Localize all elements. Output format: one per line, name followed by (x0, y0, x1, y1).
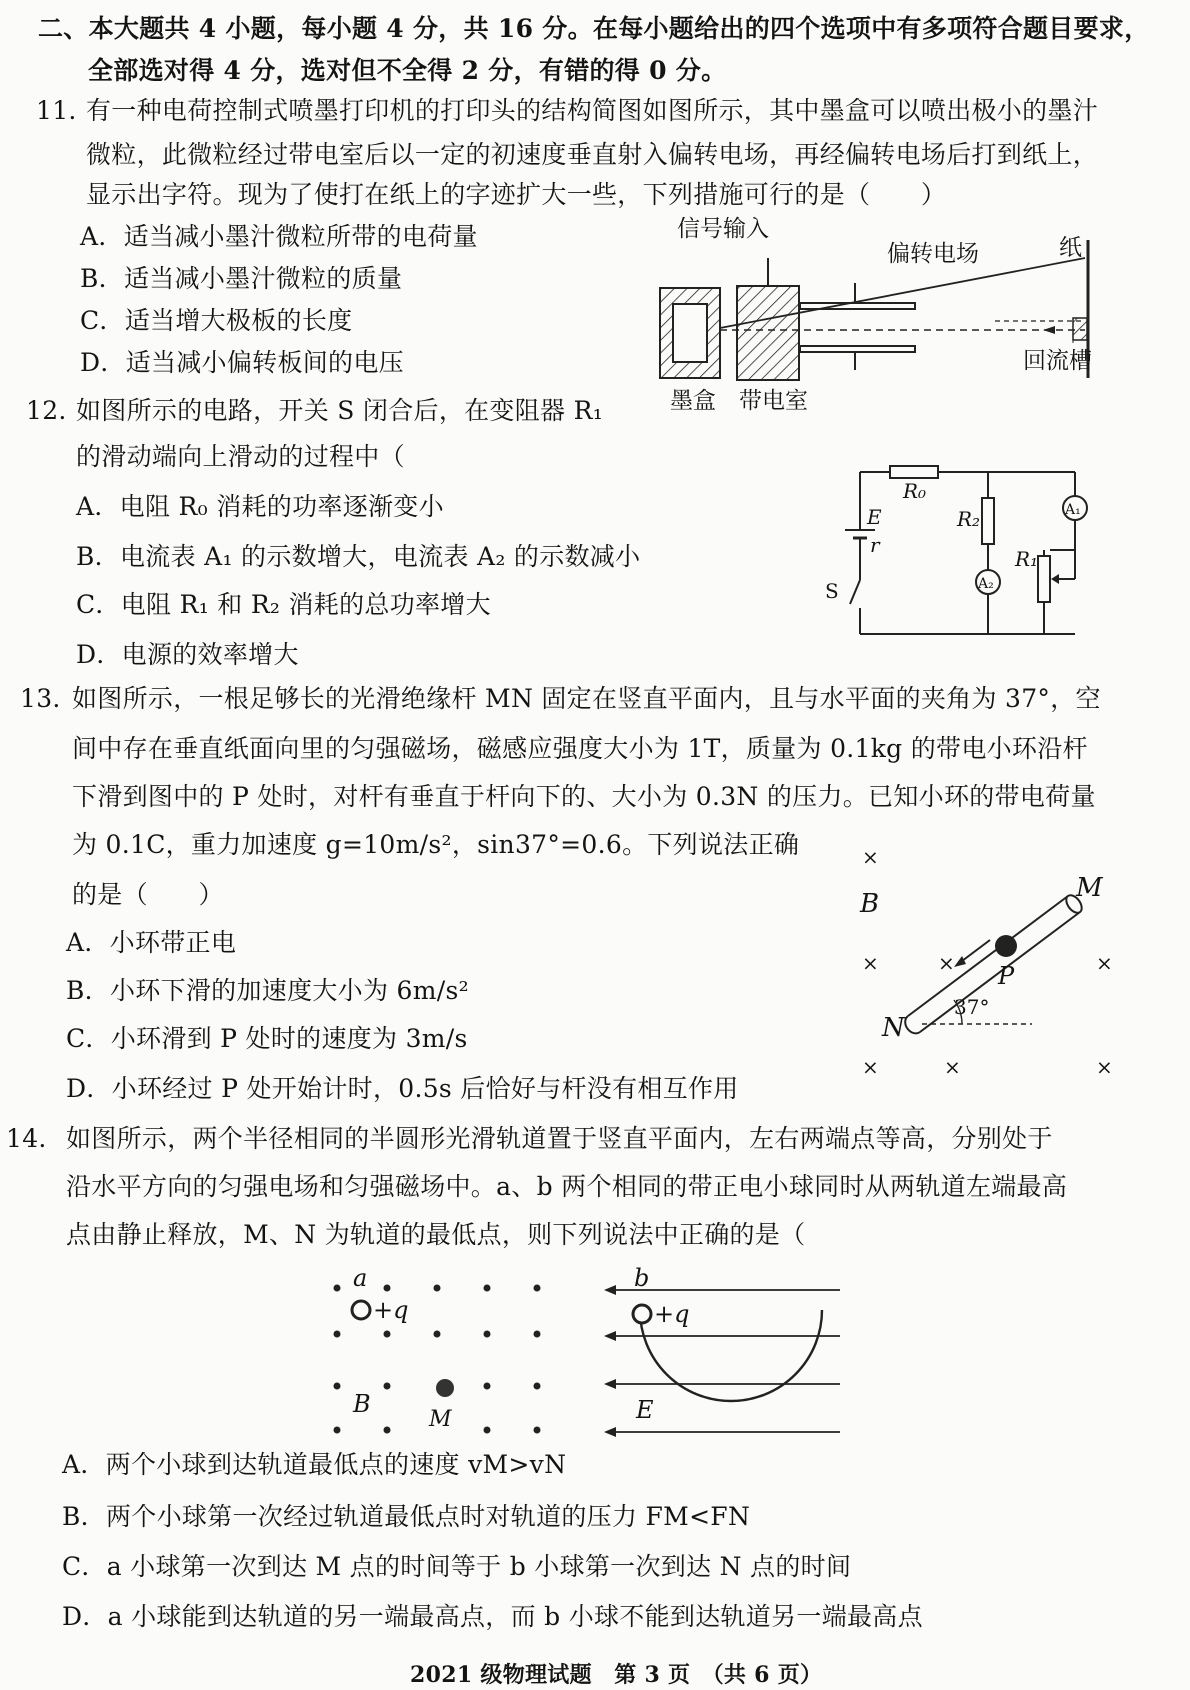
magnetic-rod-diagram (850, 840, 1130, 1090)
option-a: A．适当减小墨汁微粒所带的电荷量 (80, 222, 478, 251)
magnetic-track-diagram (325, 1266, 575, 1446)
option-c: C．电阻 R₁ 和 R₂ 消耗的总功率增大 (76, 590, 491, 619)
label-b: B (860, 889, 880, 919)
option-c: C．适当增大极板的长度 (80, 306, 353, 335)
question-stem-line: 的是（ ） (72, 880, 224, 909)
svg-text:×: × (862, 951, 879, 975)
question-number: 11. (36, 96, 77, 125)
label-signal: 信号输入 (677, 216, 769, 242)
question-stem-line: 如图所示，一根足够长的光滑绝缘杆 MN 固定在竖直平面内，且与水平面的夹角为 37°，空 (72, 684, 1101, 713)
charge-room (737, 286, 799, 380)
label-q2: +q (654, 1300, 690, 1328)
label-p: P (998, 962, 1015, 990)
option-b: B．两个小球第一次经过轨道最低点时对轨道的压力 FM<FN (62, 1502, 751, 1531)
section-header-line2: 全部选对得 4 分，选对但不全得 2 分，有错的得 0 分。 (88, 56, 727, 85)
resistor-r1 (1038, 556, 1050, 602)
option-d: D．a 小球能到达轨道的另一端最高点，而 b 小球不能到达轨道另一端最高点 (62, 1602, 923, 1631)
label-e: E (636, 1396, 654, 1424)
label-s: S (825, 579, 839, 603)
option-a: A．电阻 R₀ 消耗的功率逐渐变小 (76, 492, 444, 521)
label-r2: R₂ (957, 507, 981, 531)
label-return-tank: 回流槽 (1023, 348, 1092, 374)
label-e: E (867, 505, 882, 529)
insulating-rod (905, 892, 1085, 1033)
question-stem-line: 为 0.1C，重力加速度 g=10m/s²，sin37°=0.6。下列说法正确 (72, 830, 800, 859)
label-ink-box: 墨盒 (670, 388, 716, 414)
question-number: 14. (6, 1124, 47, 1153)
ball-b (633, 1305, 651, 1323)
svg-text:×: × (944, 1055, 961, 1079)
option-c: C．a 小球第一次到达 M 点的时间等于 b 小球第一次到达 N 点的时间 (62, 1552, 852, 1581)
svg-text:×: × (862, 845, 879, 869)
option-d: D．适当减小偏转板间的电压 (80, 348, 404, 377)
arrow-icon (1043, 326, 1055, 334)
label-m: M (1076, 873, 1103, 903)
page-footer: 2021 级物理试题 第 3 页 （共 6 页） (410, 1662, 823, 1688)
option-a: A．两个小球到达轨道最低点的速度 vM>vN (62, 1450, 567, 1479)
option-b: B．适当减小墨汁微粒的质量 (80, 264, 403, 293)
option-b: B．电流表 A₁ 的示数增大，电流表 A₂ 的示数减小 (76, 542, 641, 571)
resistor-r0 (890, 466, 938, 478)
label-angle: 37° (954, 995, 990, 1019)
resistor-r2 (982, 498, 994, 544)
label-q: +q (373, 1296, 409, 1324)
label-field: 偏转电场 (887, 241, 979, 267)
label-a: a (353, 1264, 368, 1292)
question-stem-line: 间中存在垂直纸面向里的匀强磁场，磁感应强度大小为 1T，质量为 0.1kg 的带电小环沿杆 (72, 734, 1088, 763)
option-b: B．小环下滑的加速度大小为 6m/s² (66, 976, 469, 1005)
circuit-diagram (825, 462, 1105, 642)
label-r0: R₀ (903, 479, 927, 503)
slider-arrow-icon (1051, 574, 1059, 584)
question-stem-line: 如图所示的电路，开关 S 闭合后，在变阻器 R₁ (76, 396, 604, 425)
label-paper: 纸 (1059, 235, 1082, 261)
return-tank (1073, 318, 1087, 340)
label-b-field: B (353, 1390, 371, 1418)
question-stem-line: 显示出字符。现为了使打在纸上的字迹扩大一些，下列措施可行的是（ ） (86, 180, 947, 209)
deflection-plates (800, 283, 915, 370)
motion-arrow-icon (954, 956, 966, 967)
option-a: A．小环带正电 (66, 928, 237, 957)
question-stem-line: 如图所示，两个半径相同的半圆形光滑轨道置于竖直平面内，左右两端点等高，分别处于 (66, 1124, 1053, 1153)
inkjet-printer-diagram (655, 218, 1115, 418)
question-stem-line: 下滑到图中的 P 处时，对杆有垂直于杆向下的、大小为 0.3N 的压力。已知小环的带电荷量 (72, 782, 1096, 811)
question-stem-line: 沿水平方向的匀强电场和匀强磁场中。a、b 两个相同的带正电小球同时从两轨道左端最高 (66, 1172, 1068, 1201)
electric-track-diagram (600, 1266, 860, 1446)
question-stem-line: 点由静止释放，M、N 为轨道的最低点，则下列说法中正确的是（ (66, 1220, 806, 1249)
svg-text:×: × (938, 951, 955, 975)
question-stem-line: 有一种电荷控制式喷墨打印机的打印头的结构简图如图所示，其中墨盒可以喷出极小的墨汁 (86, 96, 1099, 125)
label-r1: R₁ (1015, 547, 1039, 571)
label-n: N (882, 1013, 905, 1043)
label-a1: A₁ (1065, 502, 1081, 518)
question-number: 12. (26, 396, 67, 425)
label-r: r (870, 533, 880, 557)
label-m: M (429, 1407, 452, 1432)
field-arrows (604, 1285, 616, 1437)
svg-text:×: × (1096, 951, 1113, 975)
question-number: 13. (20, 684, 61, 713)
charged-ring (995, 935, 1017, 957)
svg-text:×: × (1096, 1055, 1113, 1079)
option-d: D．小环经过 P 处开始计时，0.5s 后恰好与杆没有相互作用 (66, 1074, 739, 1103)
option-d: D．电源的效率增大 (76, 640, 299, 669)
switch-s (850, 580, 860, 604)
point-m (436, 1379, 454, 1397)
label-charge-room: 带电室 (739, 388, 808, 414)
ball-a (352, 1301, 370, 1319)
section-header-line1: 二、本大题共 4 小题，每小题 4 分，共 16 分。在每小题给出的四个选项中有多项符合题目要求， (38, 14, 1150, 43)
svg-text:×: × (862, 1055, 879, 1079)
question-stem-line: 的滑动端向上滑动的过程中（ (76, 442, 405, 471)
option-c: C．小环滑到 P 处时的速度为 3m/s (66, 1024, 468, 1053)
label-b: b (634, 1264, 650, 1292)
question-stem-line: 微粒，此微粒经过带电室后以一定的初速度垂直射入偏转电场，再经偏转电场后打到纸上， (86, 140, 1099, 169)
ink-box (660, 288, 720, 378)
label-a2: A₂ (978, 576, 994, 592)
